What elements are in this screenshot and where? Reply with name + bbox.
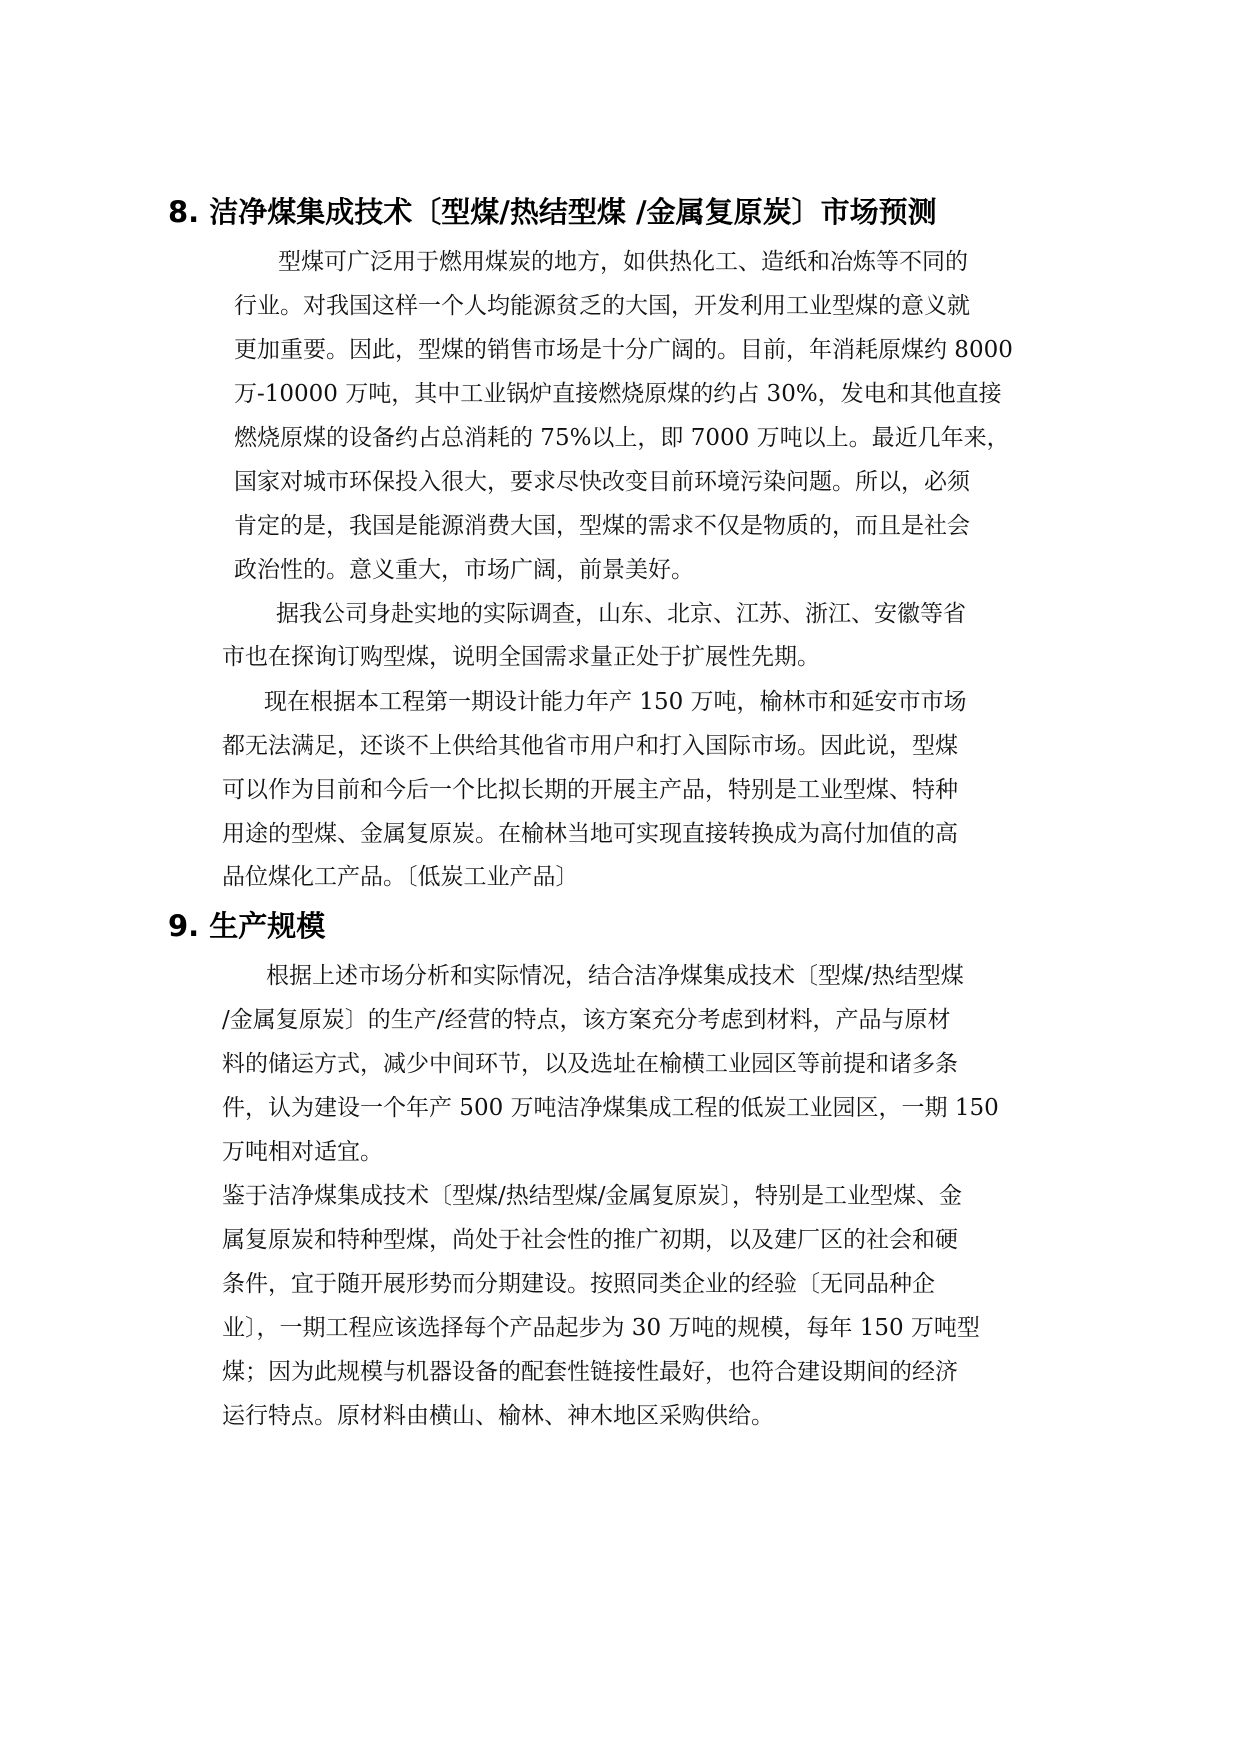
s8-p1-line: 万-10000 万吨，其中工业锅炉直接燃烧原煤的约占 30%，发电和其他直接 bbox=[234, 381, 1002, 407]
s9-p1-line: 件，认为建设一个年产 500 万吨洁净煤集成工程的低炭工业园区，一期 150 bbox=[222, 1095, 999, 1121]
s9-p2-line: 业〕，一期工程应该选择每个产品起步为 30 万吨的规模，每年 150 万吨型 bbox=[222, 1315, 980, 1341]
s8-p2-line: 据我公司身赴实地的实际调查，山东、北京、江苏、浙江、安徽等省 bbox=[276, 601, 966, 627]
s9-p2-line: 运行特点。原材料由横山、榆林、神木地区采购供给。 bbox=[222, 1403, 774, 1429]
s9-p1-line: /金属复原炭〕的生产/经营的特点，该方案充分考虑到材料，产品与原材 bbox=[222, 1007, 951, 1033]
s9-p1-line: 料的储运方式，减少中间环节，以及选址在榆横工业园区等前提和诸多条 bbox=[222, 1051, 958, 1077]
s8-p1-line: 型煤可广泛用于燃用煤炭的地方，如供热化工、造纸和冶炼等不同的 bbox=[278, 249, 968, 275]
s8-p3-line: 用途的型煤、金属复原炭。在榆林当地可实现直接转换成为高付加值的高 bbox=[222, 821, 958, 847]
s8-p1-line: 行业。对我国这样一个人均能源贫乏的大国，开发利用工业型煤的意义就 bbox=[234, 293, 970, 319]
s8-p1-line: 肯定的是，我国是能源消费大国，型煤的需求不仅是物质的，而且是社会 bbox=[234, 513, 970, 539]
s8-p1-line: 国家对城市环保投入很大，要求尽快改变目前环境污染问题。所以，必须 bbox=[234, 469, 970, 495]
s9-p2-line: 煤；因为此规模与机器设备的配套性链接性最好，也符合建设期间的经济 bbox=[222, 1359, 958, 1385]
s9-p1-line: 根据上述市场分析和实际情况，结合洁净煤集成技术〔型煤/热结型煤 bbox=[266, 963, 964, 989]
s8-p3-line: 可以作为目前和今后一个比拟长期的开展主产品，特别是工业型煤、特种 bbox=[222, 777, 958, 803]
s8-p3-line: 现在根据本工程第一期设计能力年产 150 万吨，榆林市和延安市市场 bbox=[264, 689, 967, 715]
s8-p1-line: 更加重要。因此，型煤的销售市场是十分广阔的。目前，年消耗原煤约 8000 bbox=[234, 337, 1013, 363]
s8-p1-line: 燃烧原煤的设备约占总消耗的 75%以上，即 7000 万吨以上。最近几年来， bbox=[234, 425, 1010, 451]
s9-p2-line: 鉴于洁净煤集成技术〔型煤/热结型煤/金属复原炭〕，特别是工业型煤、金 bbox=[222, 1183, 962, 1209]
s9-p2-line: 条件，宜于随开展形势而分期建设。按照同类企业的经验〔无同品种企 bbox=[222, 1271, 935, 1297]
s8-p2-line: 市也在探询订购型煤，说明全国需求量正处于扩展性先期。 bbox=[222, 644, 820, 670]
s8-p3-line: 品位煤化工产品。〔低炭工业产品〕 bbox=[222, 864, 579, 890]
section-9-heading: 9. 生产规模 bbox=[168, 909, 326, 943]
s9-p2-line: 属复原炭和特种型煤，尚处于社会性的推广初期，以及建厂区的社会和硬 bbox=[222, 1227, 958, 1253]
section-8-heading: 8. 洁净煤集成技术〔型煤/热结型煤 /金属复原炭〕市场预测 bbox=[168, 195, 937, 229]
s8-p1-line: 政治性的。意义重大，市场广阔，前景美好。 bbox=[234, 557, 694, 583]
s8-p3-line: 都无法满足，还谈不上供给其他省市用户和打入国际市场。因此说，型煤 bbox=[222, 733, 958, 759]
s9-p1-line: 万吨相对适宜。 bbox=[222, 1139, 383, 1165]
